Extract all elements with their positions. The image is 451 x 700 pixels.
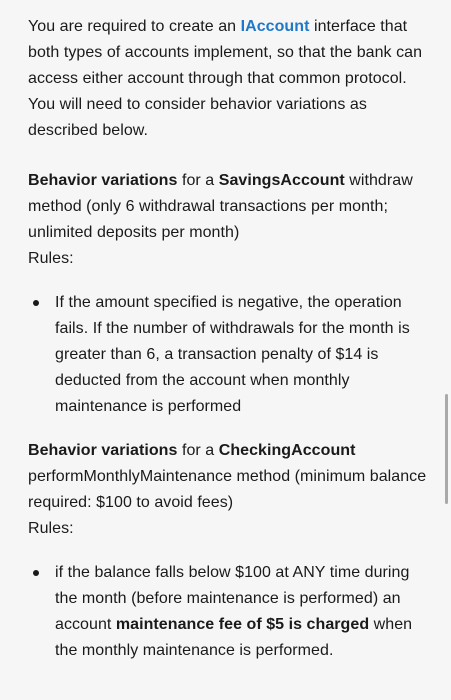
checking-rule-bold: maintenance fee of $5 is charged bbox=[115, 616, 370, 633]
checking-rules-list bbox=[28, 560, 433, 664]
question-content bbox=[28, 14, 433, 682]
checking-heading-bold-2: CheckingAccount bbox=[218, 442, 356, 459]
intro-text-2: interface that both types of accounts implement, so that the bank can access either account through that common protocol. You will need to consider behavior variations as described below. bbox=[28, 18, 423, 139]
checking-rules-label: Rules: bbox=[28, 520, 74, 537]
checking-heading bbox=[28, 438, 433, 516]
savings-heading-text-1: for a bbox=[177, 172, 219, 189]
savings-heading bbox=[28, 168, 433, 246]
vertical-scrollbar[interactable] bbox=[445, 394, 448, 504]
bullet-dot-icon bbox=[33, 300, 39, 306]
iaccount-link[interactable]: IAccount bbox=[240, 18, 310, 35]
intro-paragraph bbox=[28, 14, 433, 144]
bullet-dot-icon bbox=[33, 570, 39, 576]
checking-heading-text-1: for a bbox=[177, 442, 219, 459]
savings-rules-label: Rules: bbox=[28, 250, 74, 267]
savings-rules-list bbox=[28, 290, 433, 420]
checking-rule-text-2: when the monthly maintenance is performed. bbox=[55, 616, 413, 659]
savings-rule-item bbox=[28, 290, 433, 420]
savings-rule-text: If the amount specified is negative, the operation fails. If the number of withdrawals for the month is greater than 6, a transaction penalty of $14 is deducted from the account when monthly maintenance is performed bbox=[55, 294, 410, 415]
checking-rule-item bbox=[28, 560, 433, 664]
intro-text-1: You are required to create an bbox=[28, 18, 241, 35]
savings-heading-bold-1: Behavior variations bbox=[28, 172, 178, 189]
checking-heading-text-2: performMonthlyMaintenance method (minimum balance required: $100 to avoid fees) bbox=[28, 468, 427, 511]
savings-heading-bold-2: SavingsAccount bbox=[218, 172, 345, 189]
checking-heading-bold-1: Behavior variations bbox=[28, 442, 178, 459]
checking-rule-text-1: if the balance falls below $100 at ANY time during the month (before maintenance is performed) an account bbox=[55, 564, 410, 633]
savings-heading-text-2: withdraw method (only 6 withdrawal transactions per month; unlimited deposits per month) bbox=[28, 172, 413, 241]
